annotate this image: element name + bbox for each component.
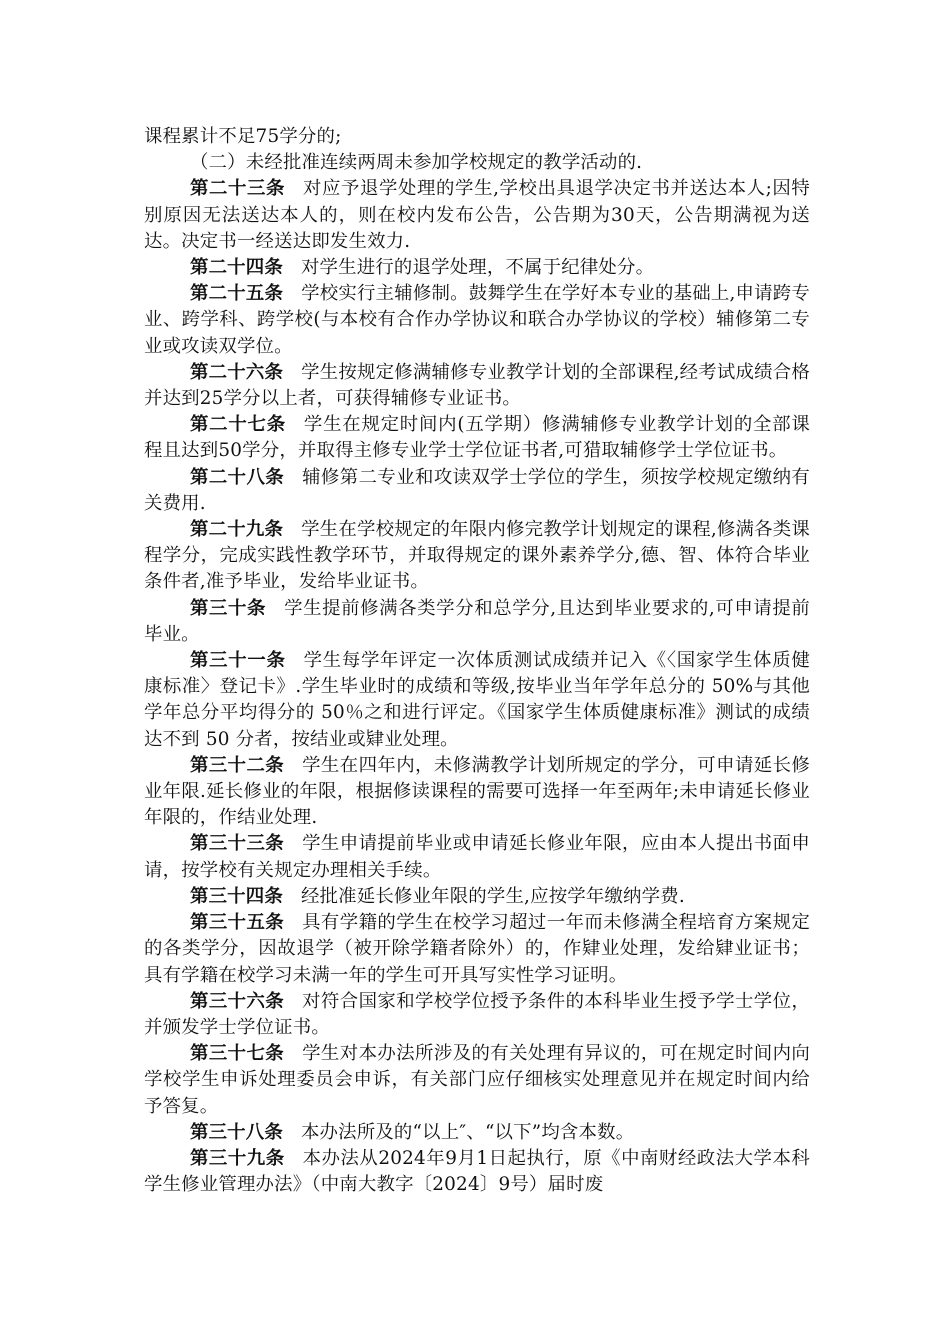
article-29 <box>144 517 810 596</box>
article-39 <box>144 1146 810 1198</box>
article-27 <box>144 412 810 464</box>
article-32-text: 学生在四年内，未修满教学计划所规定的学分，可申请延长修业年限.延长修业的年限，根据修读课程的需要可选择一年至两年;未申请延长修业年限的，作结业处理. <box>144 754 810 829</box>
article-30-heading: 第三十条 <box>190 597 267 619</box>
article-39-heading: 第三十九条 <box>190 1147 285 1169</box>
article-36-heading: 第三十六条 <box>190 990 285 1012</box>
article-31-heading: 第三十一条 <box>190 650 286 672</box>
article-39-text: 本办法从2024年9月1日起执行，原《中南财经政法大学本科学生修业管理办法》（中南大教字〔2024〕9号）届时废 <box>144 1147 810 1196</box>
article-29-text: 学生在学校规定的年限内修完教学计划规定的课程,修满各类课程学分，完成实践性教学环节，并取得规定的课外素养学分,德、智、体符合毕业条件者,准予毕业，发给毕业证书。 <box>144 519 810 593</box>
article-33-text: 学生申请提前毕业或申请延长修业年限，应由本人提出书面申请，按学校有关规定办理相关手续。 <box>144 833 810 881</box>
article-27-heading: 第二十七条 <box>190 414 286 436</box>
article-31 <box>144 648 810 753</box>
article-26-heading: 第二十六条 <box>190 361 284 383</box>
article-24-text: 对学生进行的退学处理，不属于纪律处分。 <box>300 257 655 279</box>
article-23-heading: 第二十三条 <box>190 178 286 200</box>
article-34-heading: 第三十四条 <box>190 885 283 907</box>
article-33-heading: 第三十三条 <box>190 833 285 855</box>
article-35 <box>144 910 810 989</box>
article-23 <box>144 176 810 255</box>
article-24 <box>144 255 810 281</box>
article-38 <box>144 1120 810 1146</box>
article-36 <box>144 989 810 1041</box>
article-30-text: 学生提前修满各类学分和总学分,且达到毕业要求的,可申请提前毕业。 <box>144 597 810 645</box>
article-23-text: 对应予退学处理的学生,学校出具退学决定书并送达本人;因特别原因无法送达本人的，则在校内发布公告，公告期为30天，公告期满视为送达。决定书一经送达即发生效力. <box>144 178 810 252</box>
article-25-text: 学校实行主辅修制。鼓舞学生在学好本专业的基础上,申请跨专业、跨学科、跨学校(与本校有合作办学协议和联合办学协议的学校）辅修第二专业或攻读双学位。 <box>144 283 810 357</box>
article-30 <box>144 596 810 648</box>
paragraph-0-text: 课程累计不足75学分的; <box>144 126 342 147</box>
article-32-heading: 第三十二条 <box>190 754 285 776</box>
paragraph-1-text: （二）未经批准连续两周未参加学校规定的教学活动的. <box>190 152 643 174</box>
article-38-heading: 第三十八条 <box>190 1121 283 1143</box>
article-35-text: 具有学籍的学生在校学习超过一年而未修满全程培育方案规定的各类学分，因故退学（被开除学籍者除外）的，作肄业处理，发给肄业证书；具有学籍在校学习未满一年的学生可开具写实性学习证明。 <box>144 912 810 986</box>
article-31-text: 学生每学年评定一次体质测试成绩并记入《〈国家学生体质健康标准〉登记卡》.学生毕业时的成绩和等级,按毕业当年学年总分的 50%与其他学年总分平均得分的 50％之和进行评定。《国家学生体质健康标准》测试的成绩达不到 50 分者，按结业或肄业处理。 <box>144 650 810 750</box>
article-34-text: 经批准延长修业年限的学生,应按学年缴纳学费. <box>300 885 685 907</box>
article-29-heading: 第二十九条 <box>190 519 284 541</box>
article-32 <box>144 753 810 832</box>
article-28-text: 辅修第二专业和攻读双学士学位的学生，须按学校规定缴纳有关费用. <box>144 466 810 514</box>
article-37-text: 学生对本办法所涉及的有关处理有异议的，可在规定时间内向学校学生申诉处理委员会申诉，有关部门应仔细核实处理意见并在规定时间内给予答复。 <box>144 1043 810 1117</box>
article-24-heading: 第二十四条 <box>190 257 283 279</box>
article-34 <box>144 884 810 910</box>
article-38-text: 本办法所及的“以上″、“以下”均含本数。 <box>300 1121 635 1143</box>
article-26 <box>144 360 810 412</box>
article-25-heading: 第二十五条 <box>190 283 284 305</box>
article-35-heading: 第三十五条 <box>190 912 285 934</box>
article-28 <box>144 465 810 517</box>
paragraph-1 <box>144 150 810 176</box>
document-body <box>144 124 810 1198</box>
article-27-text: 学生在规定时间内(五学期）修满辅修专业教学计划的全部课程且达到50学分，并取得主修专业学士学位证书者,可猎取辅修学士学位证书。 <box>144 414 810 462</box>
article-33 <box>144 831 810 883</box>
article-36-text: 对符合国家和学校学位授予条件的本科毕业生授予学士学位，并颁发学士学位证书。 <box>144 990 810 1038</box>
article-25 <box>144 281 810 360</box>
paragraph-0 <box>144 124 810 150</box>
article-37-heading: 第三十七条 <box>190 1043 285 1065</box>
article-26-text: 学生按规定修满辅修专业教学计划的全部课程,经考试成绩合格并达到25学分以上者，可获得辅修专业证书。 <box>144 361 810 410</box>
article-28-heading: 第二十八条 <box>190 466 285 488</box>
article-37 <box>144 1041 810 1120</box>
